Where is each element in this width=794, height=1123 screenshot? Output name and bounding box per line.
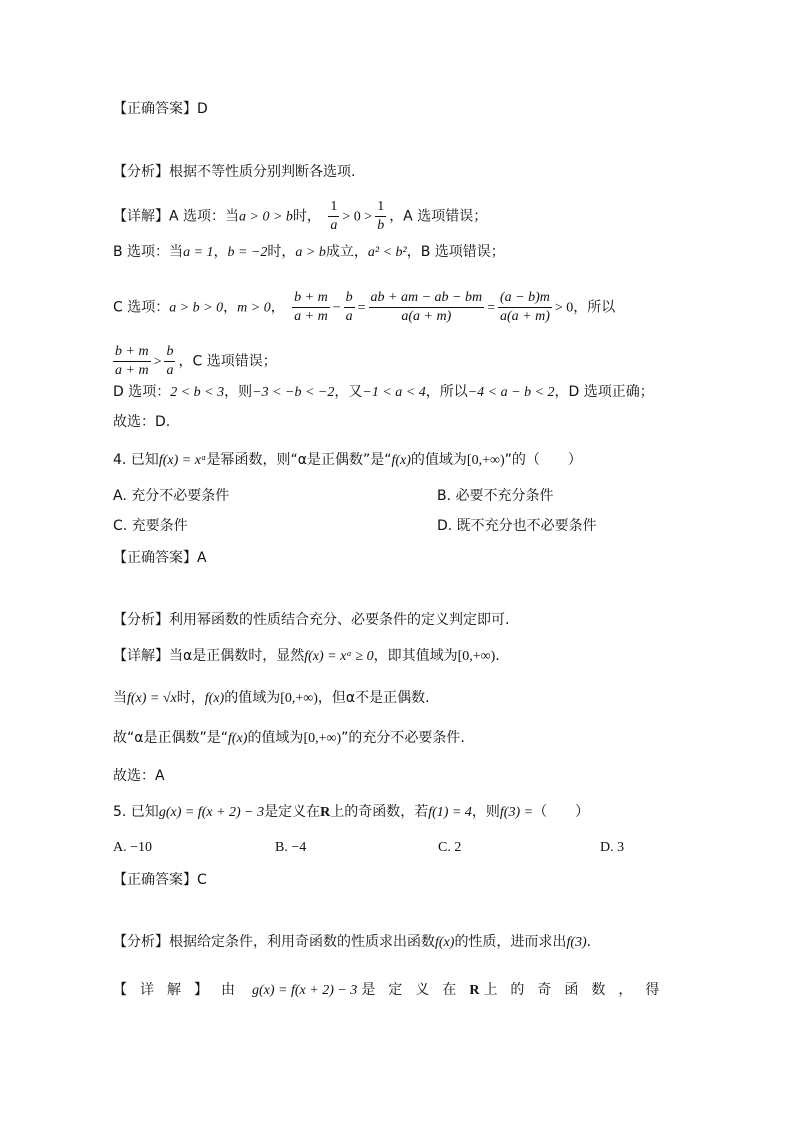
q4-option-d: D. 既不充分也不必要条件 [437, 518, 597, 534]
math: a > b [295, 245, 326, 260]
math: 2 < b < 3 [170, 385, 225, 400]
math: [0,+∞) [303, 731, 342, 746]
q4-detail-3 [113, 728, 465, 749]
text: 是幂函数，则“α是正偶数”是“ [206, 452, 392, 468]
math: b = −2 [227, 245, 268, 260]
text: B 选项：当 [113, 244, 184, 260]
math: g(x) = f(x + 2) − 3 [252, 983, 358, 998]
denominator: a + m [115, 363, 149, 378]
fraction [498, 289, 552, 326]
q5-detail [113, 980, 672, 1001]
math: a² < b² [367, 245, 407, 260]
q3-detail-b [113, 242, 505, 263]
math: f(1) = 4 [428, 805, 472, 820]
math: f(x) = xᵅ [158, 453, 207, 468]
text: ，D 选项正确； [554, 384, 654, 400]
text: 的值域为 [224, 690, 281, 706]
q3-answer: 【正确答案】D [113, 101, 208, 117]
text: 时， [267, 244, 296, 260]
math: a > b > 0 [169, 300, 224, 316]
q3-detail-a [113, 198, 487, 235]
math: R [320, 805, 331, 820]
text: ”的（ ） [504, 452, 582, 468]
denominator: a(a + m) [401, 309, 452, 324]
text: ，但α不是正偶数. [317, 690, 430, 706]
text: ， [223, 299, 238, 316]
text: ，即其值域为 [373, 648, 458, 664]
q5-answer: 【正确答案】C [113, 872, 207, 888]
denominator: a [345, 309, 353, 324]
denominator: a [166, 363, 174, 378]
text: C 选项： [113, 299, 170, 316]
numerator: ab + am − ab − bm [369, 289, 485, 308]
text: 的性质，进而求出 [454, 934, 567, 950]
numerator: 1 [328, 198, 339, 217]
text: 成立， [325, 244, 368, 260]
text: . [495, 648, 500, 664]
q4-conclusion: 故选：A [113, 768, 165, 784]
text: 上的奇函数，得 [483, 982, 673, 998]
math: f(3) [566, 935, 587, 950]
fraction [369, 289, 485, 326]
math: [0,+∞) [280, 691, 318, 706]
text: 当α是正偶数时，显然 [169, 648, 305, 664]
numerator: b + m [113, 343, 151, 362]
math: a > 0 > b [239, 209, 293, 225]
text: 故“α是正偶数”是“ [113, 730, 228, 746]
q5-analysis [113, 932, 591, 953]
q3-conclusion: 故选：D. [113, 414, 171, 430]
numerator: b [164, 343, 175, 362]
text: ，又 [334, 384, 363, 400]
fraction [113, 343, 151, 380]
q5-option-c: C. 2 [438, 840, 462, 855]
text: 时， [176, 690, 205, 706]
math: [0,+∞) [457, 649, 496, 664]
text: ， [270, 299, 285, 316]
numerator: b + m [292, 289, 330, 308]
math: > 0 [554, 300, 574, 316]
text: 4. 已知 [113, 452, 159, 468]
math: [0,+∞) [466, 453, 505, 468]
detail-tag: 【详解】 [113, 982, 221, 998]
math: −1 < a < 4 [362, 385, 426, 400]
text: ，C 选项错误； [178, 353, 277, 370]
numerator: 1 [375, 198, 386, 217]
math: m > 0 [237, 300, 271, 316]
text: D 选项： [113, 384, 171, 400]
text: . [586, 934, 592, 950]
q4-option-c: C. 充要条件 [113, 518, 188, 534]
math: = [487, 300, 495, 316]
text: 5. 已知 [113, 804, 159, 820]
text: ，所以 [573, 299, 616, 316]
text: （ ） [533, 804, 590, 820]
q5-option-d: D. 3 [600, 840, 625, 855]
fraction [375, 198, 386, 235]
math: f(x) [228, 731, 248, 746]
q3-detail-c [113, 289, 615, 326]
q4-answer: 【正确答案】A [113, 550, 207, 566]
q4-detail-1 [113, 646, 500, 667]
detail-tag: 【详解】 [113, 208, 169, 225]
q3-analysis: 【分析】根据不等性质分别判断各选项. [113, 164, 356, 180]
text: 【分析】根据给定条件，利用奇函数的性质求出函数 [113, 934, 435, 950]
text: ，则 [224, 384, 253, 400]
math: −4 < a − b < 2 [467, 385, 555, 400]
q4-analysis: 【分析】利用幂函数的性质结合充分、必要条件的定义判定即可. [113, 612, 510, 628]
math: f(3) = [499, 805, 534, 820]
text: 的值域为 [247, 730, 304, 746]
denominator: a + m [294, 309, 328, 324]
math: R [469, 983, 480, 998]
math: g(x) = f(x + 2) − 3 [158, 805, 265, 820]
fraction [164, 343, 175, 380]
math: f(x) [435, 935, 455, 950]
text: 上的奇函数，若 [330, 804, 429, 820]
text: 的值域为 [410, 452, 467, 468]
numerator: (a − b)m [498, 289, 552, 308]
text: ，A 选项错误； [389, 208, 488, 225]
fraction [344, 289, 355, 326]
numerator: b [344, 289, 355, 308]
math: f(x) [391, 453, 411, 468]
text: 由 [221, 982, 248, 998]
q4-option-b: B. 必要不充分条件 [437, 488, 554, 504]
q5-option-a: A. −10 [113, 840, 153, 855]
q4-stem [113, 450, 582, 471]
fraction [292, 289, 330, 326]
math: > 0 > [342, 209, 373, 225]
q5-option-b: B. −4 [275, 840, 307, 855]
math: f(x) [204, 691, 225, 706]
q3-detail-d [113, 382, 654, 403]
denominator: b [377, 218, 385, 233]
math: f(x) = √x [127, 691, 177, 706]
math: a = 1 [183, 245, 214, 260]
fraction [328, 198, 339, 235]
text: ，则 [471, 804, 500, 820]
text: ，所以 [425, 384, 468, 400]
text: A 选项：当 [169, 208, 240, 225]
math: f(x) = xᵅ ≥ 0 [304, 649, 374, 664]
math: −3 < −b < −2 [252, 385, 335, 400]
text: ， [213, 244, 228, 260]
denominator: a [330, 218, 338, 233]
text: 是定义在 [264, 804, 321, 820]
detail-tag: 【详解】 [113, 648, 169, 664]
text: ，B 选项错误； [406, 244, 505, 260]
math: > [153, 354, 162, 370]
text: 当 [113, 690, 127, 706]
text: 时， [292, 208, 321, 225]
denominator: a(a + m) [500, 309, 550, 324]
text: ”的充分不必要条件. [341, 730, 465, 746]
text: 是定义在 [361, 982, 470, 998]
q4-detail-2 [113, 688, 430, 709]
q5-stem [113, 802, 589, 823]
q4-option-a: A. 充分不必要条件 [113, 488, 230, 504]
q3-detail-c2 [113, 343, 277, 380]
math: − [332, 300, 341, 316]
math: = [357, 300, 366, 316]
